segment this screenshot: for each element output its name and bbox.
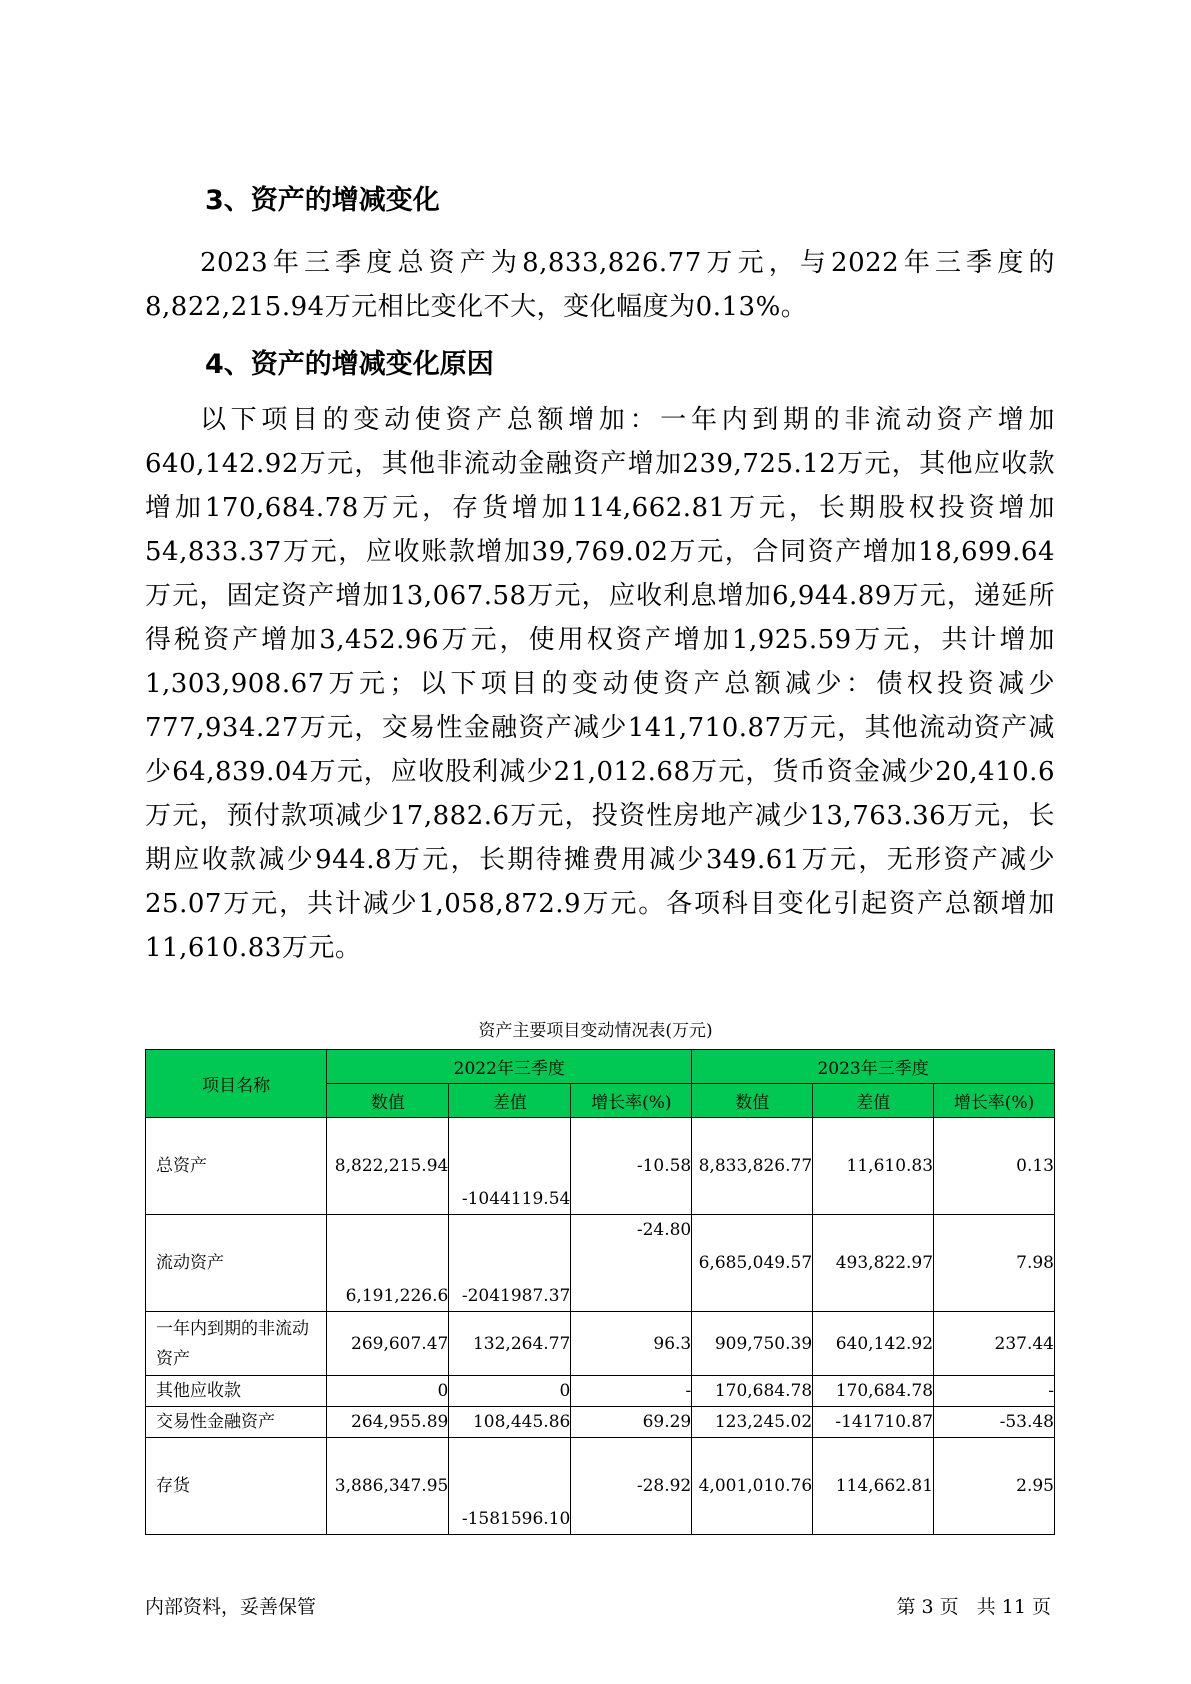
table-row: [146, 1312, 1055, 1376]
header-value-2023: 数值: [692, 1084, 813, 1118]
value-2022: 0: [327, 1376, 449, 1407]
diff-2022: -2041987.37: [449, 1215, 571, 1312]
growth-2022: -: [571, 1376, 692, 1407]
table-row: [146, 1215, 1055, 1312]
table-row: [146, 1438, 1055, 1535]
diff-2023: -141710.87: [813, 1407, 934, 1438]
value-2023: 6,685,049.57: [692, 1215, 813, 1312]
value-2023: 170,684.78: [692, 1376, 813, 1407]
diff-2022: 108,445.86: [449, 1407, 571, 1438]
growth-2023: 0.13: [934, 1118, 1055, 1215]
section-3-heading: 3、资产的增减变化: [205, 185, 440, 216]
value-2023: 123,245.02: [692, 1407, 813, 1438]
header-period-2022: 2022年三季度: [327, 1050, 692, 1084]
diff-2022: -1044119.54: [449, 1118, 571, 1215]
growth-2022: -10.58: [571, 1118, 692, 1215]
growth-2022: -24.80: [571, 1215, 692, 1312]
section-4-heading: 4、资产的增减变化原因: [205, 349, 494, 380]
row-name: 交易性金融资产: [146, 1407, 327, 1438]
growth-2023: 2.95: [934, 1438, 1055, 1535]
header-value-2022: 数值: [327, 1084, 449, 1118]
confidentiality-note: 内部资料，妥善保管: [145, 1596, 317, 1618]
value-2022: 269,607.47: [327, 1312, 449, 1376]
header-growth-2022: 增长率(%): [571, 1084, 692, 1118]
value-2022: 8,822,215.94: [327, 1118, 449, 1215]
row-name: 存货: [146, 1438, 327, 1535]
growth-2023: 7.98: [934, 1215, 1055, 1312]
table-row: [146, 1118, 1055, 1215]
value-2023: 4,001,010.76: [692, 1438, 813, 1535]
header-item-name: 项目名称: [146, 1050, 327, 1118]
header-period-2023: 2023年三季度: [692, 1050, 1055, 1084]
growth-2022: -28.92: [571, 1438, 692, 1535]
table-row: [146, 1376, 1055, 1407]
header-diff-2022: 差值: [449, 1084, 571, 1118]
row-name: 流动资产: [146, 1215, 327, 1312]
diff-2023: 493,822.97: [813, 1215, 934, 1312]
page-number: 第 3 页 共 11 页: [896, 1596, 1051, 1618]
growth-2022: 69.29: [571, 1407, 692, 1438]
diff-2022: -1581596.10: [449, 1438, 571, 1535]
value-2023: 909,750.39: [692, 1312, 813, 1376]
value-2022: 6,191,226.6: [327, 1215, 449, 1312]
row-name: 总资产: [146, 1118, 327, 1215]
growth-2023: -53.48: [934, 1407, 1055, 1438]
diff-2023: 170,684.78: [813, 1376, 934, 1407]
row-name: 一年内到期的非流动资产: [146, 1312, 327, 1376]
section-4-paragraph: 以下项目的变动使资产总额增加：一年内到期的非流动资产增加640,142.92万元，其他非流动金融资产增加239,725.12万元，其他应收款增加170,684.78万元，存货增加114,662.81万元，长期股权投资增加54,833.37万元，应收账款增加39,769.02万元，合同资产增加18,699.64万元，固定资产增加13,067.58万元，应收利息增加6,944.89万元，递延所得税资产增加3,452.96万元，使用权资产增加1,925.59万元，共计增加1,303,908.67万元；以下项目的变动使资产总额减少：债权投资减少777,934.27万元，交易性金融资产减少141,710.87万元，其他流动资产减少64,839.04万元，应收股利减少21,012.68万元，货币资金减少20,410.6万元，预付款项减少17,882.6万元，投资性房地产减少13,763.36万元，长期应收款减少944.8万元，长期待摊费用减少349.61万元，无形资产减少25.07万元，共计减少1,058,872.9万元。各项科目变化引起资产总额增加11,610.83万元。: [145, 405, 1055, 963]
table-row: [146, 1407, 1055, 1438]
diff-2022: 0: [449, 1376, 571, 1407]
header-diff-2023: 差值: [813, 1084, 934, 1118]
growth-2023: -: [934, 1376, 1055, 1407]
value-2022: 3,886,347.95: [327, 1438, 449, 1535]
value-2023: 8,833,826.77: [692, 1118, 813, 1215]
diff-2023: 11,610.83: [813, 1118, 934, 1215]
diff-2023: 114,662.81: [813, 1438, 934, 1535]
section-3-paragraph: 2023年三季度总资产为8,833,826.77万元，与2022年三季度的8,822,215.94万元相比变化不大，变化幅度为0.13%。: [145, 248, 1055, 322]
value-2022: 264,955.89: [327, 1407, 449, 1438]
header-growth-2023: 增长率(%): [934, 1084, 1055, 1118]
growth-2023: 237.44: [934, 1312, 1055, 1376]
growth-2022: 96.3: [571, 1312, 692, 1376]
table-caption: 资产主要项目变动情况表(万元): [478, 1021, 713, 1041]
row-name: 其他应收款: [146, 1376, 327, 1407]
diff-2022: 132,264.77: [449, 1312, 571, 1376]
diff-2023: 640,142.92: [813, 1312, 934, 1376]
assets-change-table: [145, 1049, 1055, 1535]
